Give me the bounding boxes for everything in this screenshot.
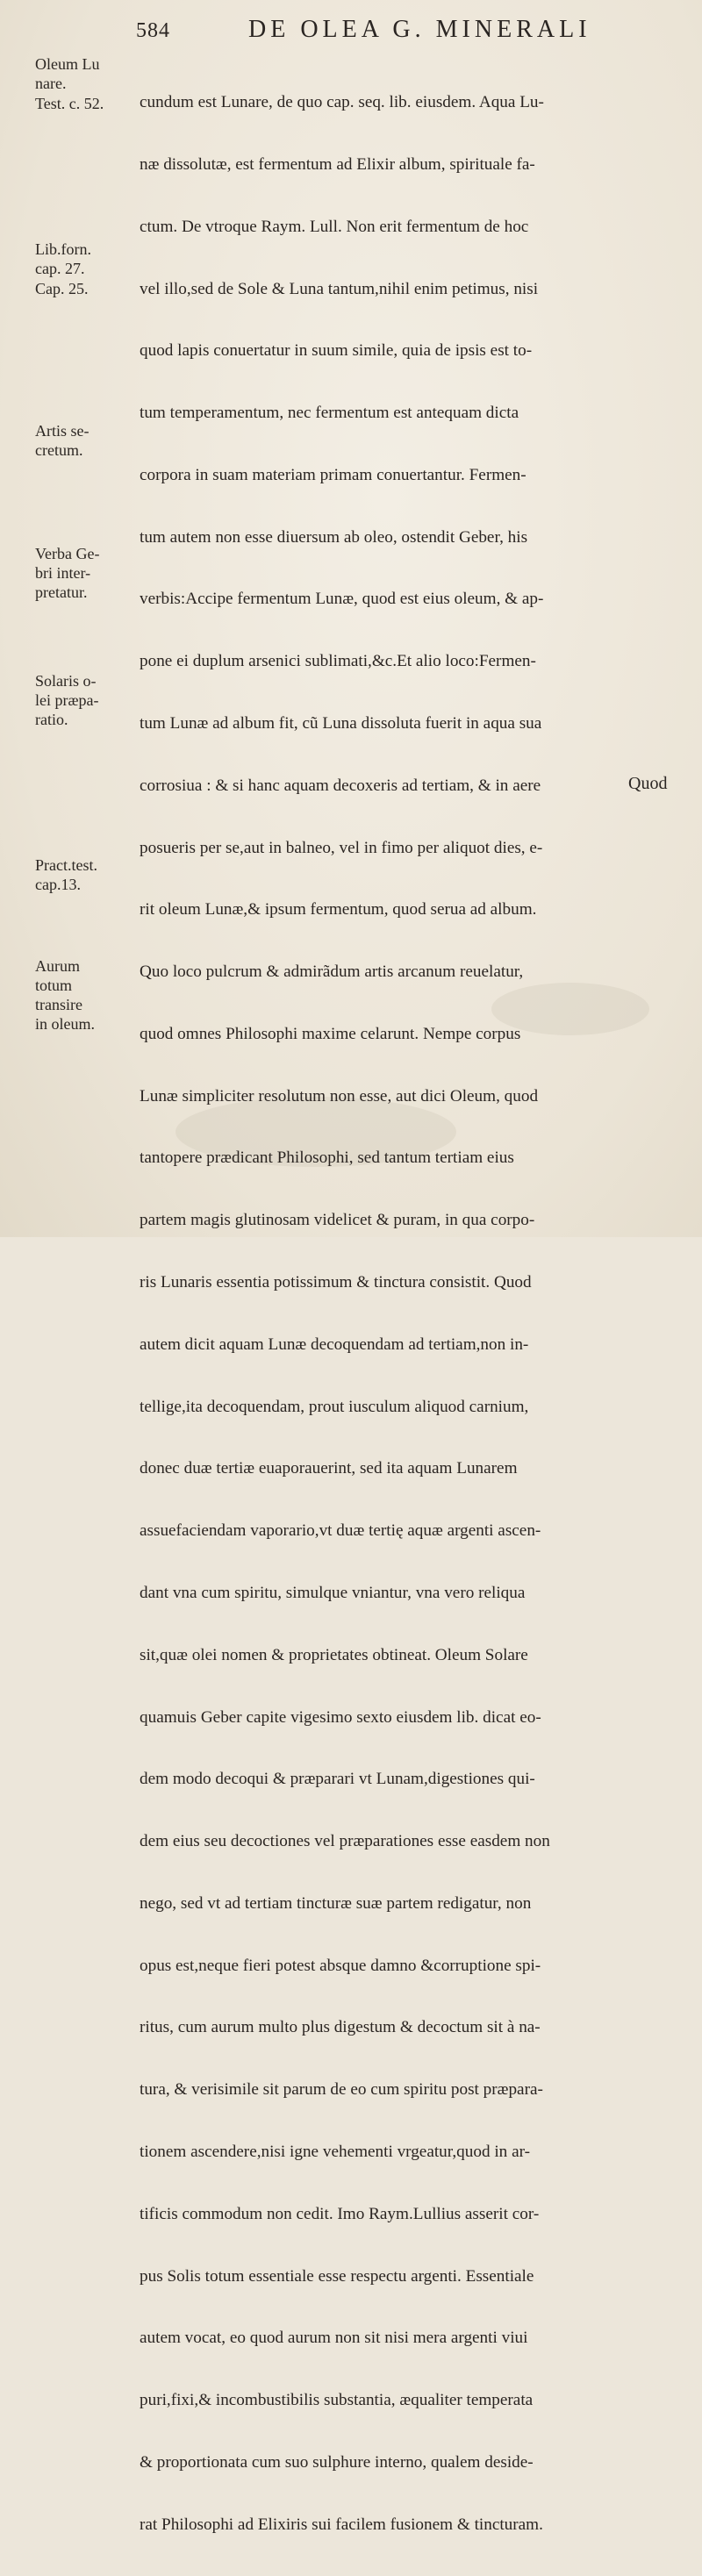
text-line: quod lapis conuertatur in suum simile, quia de ipsis est to- xyxy=(140,341,533,361)
text-line: ctum. De vtroque Raym. Lull. Non erit fermentum de hoc xyxy=(140,217,529,236)
margin-note: Solaris o- lei præpa- ratio. xyxy=(35,672,99,728)
text-line: vel illo,sed de Sole & Luna tantum,nihil enim petimus, nisi xyxy=(140,279,539,298)
text-line: puri,fixi,& incombustibilis substantia, æqualiter temperata xyxy=(140,2391,534,2410)
text-line: posueris per se,aut in balneo, vel in fimo per aliquot dies, e- xyxy=(140,838,543,857)
text-line: opus est,neque fieri potest absque damno &corruptione spi- xyxy=(140,1956,541,1975)
text-line: sit,quæ olei nomen & proprietates obtineat. Oleum Solare xyxy=(140,1645,528,1664)
text-line: autem dicit aquam Lunæ decoquendam ad tertiam,non in- xyxy=(140,1335,529,1354)
text-line: dant vna cum spiritu, simulque vniantur, vna vero reliqua xyxy=(140,1583,526,1602)
margin-note: Cap. 25. xyxy=(35,280,89,297)
text-line: ris Lunaris essentia potissimum & tinctura consistit. Quod xyxy=(140,1273,532,1292)
text-line: tum autem non esse diuersum ab oleo, ostendit Geber, his xyxy=(140,527,528,547)
text-line: assuefaciendam vaporario,vt duæ tertię aquæ argenti ascen- xyxy=(140,1521,541,1541)
text-line: partem magis glutinosam videlicet & puram, in qua corpo- xyxy=(140,1211,535,1230)
page-header xyxy=(136,16,680,51)
margin-note: Oleum Lu nare. xyxy=(35,55,100,92)
margin-note: Lib.forn. cap. 27. xyxy=(35,240,91,277)
text-line: pus Solis totum essentiale esse respectu argenti. Essentiale xyxy=(140,2266,534,2286)
text-line: & proportionata cum suo sulphure interno, qualem deside- xyxy=(140,2452,534,2472)
margin-note: Test. c. 52. xyxy=(35,95,104,112)
text-line: Lunæ simpliciter resolutum non esse, aut dici Oleum, quod xyxy=(140,1086,539,1106)
text-line: tantopere prædicant Philosophi, sed tantum tertiam eius xyxy=(140,1148,514,1168)
text-line: Quo loco pulcrum & admirãdum artis arcanum reuelatur, xyxy=(140,962,524,982)
text-line: tellige,ita decoquendam, prout iusculum aliquod carnium, xyxy=(140,1397,529,1416)
text-line: pone ei duplum arsenici sublimati,&c.Et alio loco:Fermen- xyxy=(140,652,536,671)
text-line: rit oleum Lunæ,& ipsum fermentum, quod serua ad album. xyxy=(140,900,537,919)
margin-note: Aurum totum transire in oleum. xyxy=(35,957,95,1033)
text-line: quamuis Geber capite vigesimo sexto eiusdem lib. dicat eo- xyxy=(140,1707,541,1727)
text-line: tura, & verisimile sit parum de eo cum spiritu post præpara- xyxy=(140,2080,543,2100)
text-line: autem vocat, eo quod aurum non sit nisi mera argenti viui xyxy=(140,2329,528,2348)
text-line: tum temperamentum, nec fermentum est antequam dicta xyxy=(140,404,519,423)
text-line: cundum est Lunare, de quo cap. seq. lib. eiusdem. Aqua Lu- xyxy=(140,93,544,112)
text-line: ritus, cum aurum multo plus digestum & decoctum sit à na- xyxy=(140,2018,541,2037)
text-line: quod omnes Philosophi maxime celarunt. Nempe corpus xyxy=(140,1024,521,1043)
page-number: 584 xyxy=(136,19,170,42)
text-line: corpora in suam materiam primam conuertantur. Fermen- xyxy=(140,465,526,484)
text-line: næ dissolutæ, est fermentum ad Elixir album, spirituale fa- xyxy=(140,154,535,174)
text-line: tionem ascendere,nisi igne vehementi vrgeatur,quod in ar- xyxy=(140,2142,530,2161)
text-line: tum Lunæ ad album fit, cũ Luna dissoluta fuerit in aqua sua xyxy=(140,714,542,733)
text-line: nego, sed vt ad tertiam tincturæ suæ partem redigatur, non xyxy=(140,1893,532,1913)
catchword: Quod xyxy=(628,774,668,793)
margin-note: Verba Ge- bri inter- pretatur. xyxy=(35,545,100,601)
body-text xyxy=(140,51,688,2576)
text-line: dem modo decoqui & præparari vt Lunam,digestiones qui- xyxy=(140,1770,535,1789)
margin-note: Artis se- cretum. xyxy=(35,422,90,459)
running-head: DE OLEA G. MINERALI xyxy=(248,16,591,43)
margin-notes xyxy=(0,0,104,1237)
margin-note: Pract.test. cap.13. xyxy=(35,856,97,893)
text-line: corrosiua : & si hanc aquam decoxeris ad tertiam, & in aere xyxy=(140,776,541,795)
text-line: tificis commodum non cedit. Imo Raym.Lullius asserit cor- xyxy=(140,2204,540,2223)
text-line: verbis:Accipe fermentum Lunæ, quod est eius oleum, & ap- xyxy=(140,590,544,609)
text-line: rat Philosophi ad Elixiris sui facilem fusionem & tincturam. xyxy=(140,2515,543,2534)
text-line: dem eius seu decoctiones vel præparationes esse easdem non xyxy=(140,1832,550,1851)
text-line: donec duæ tertiæ euaporauerint, sed ita aquam Lunarem xyxy=(140,1459,518,1478)
